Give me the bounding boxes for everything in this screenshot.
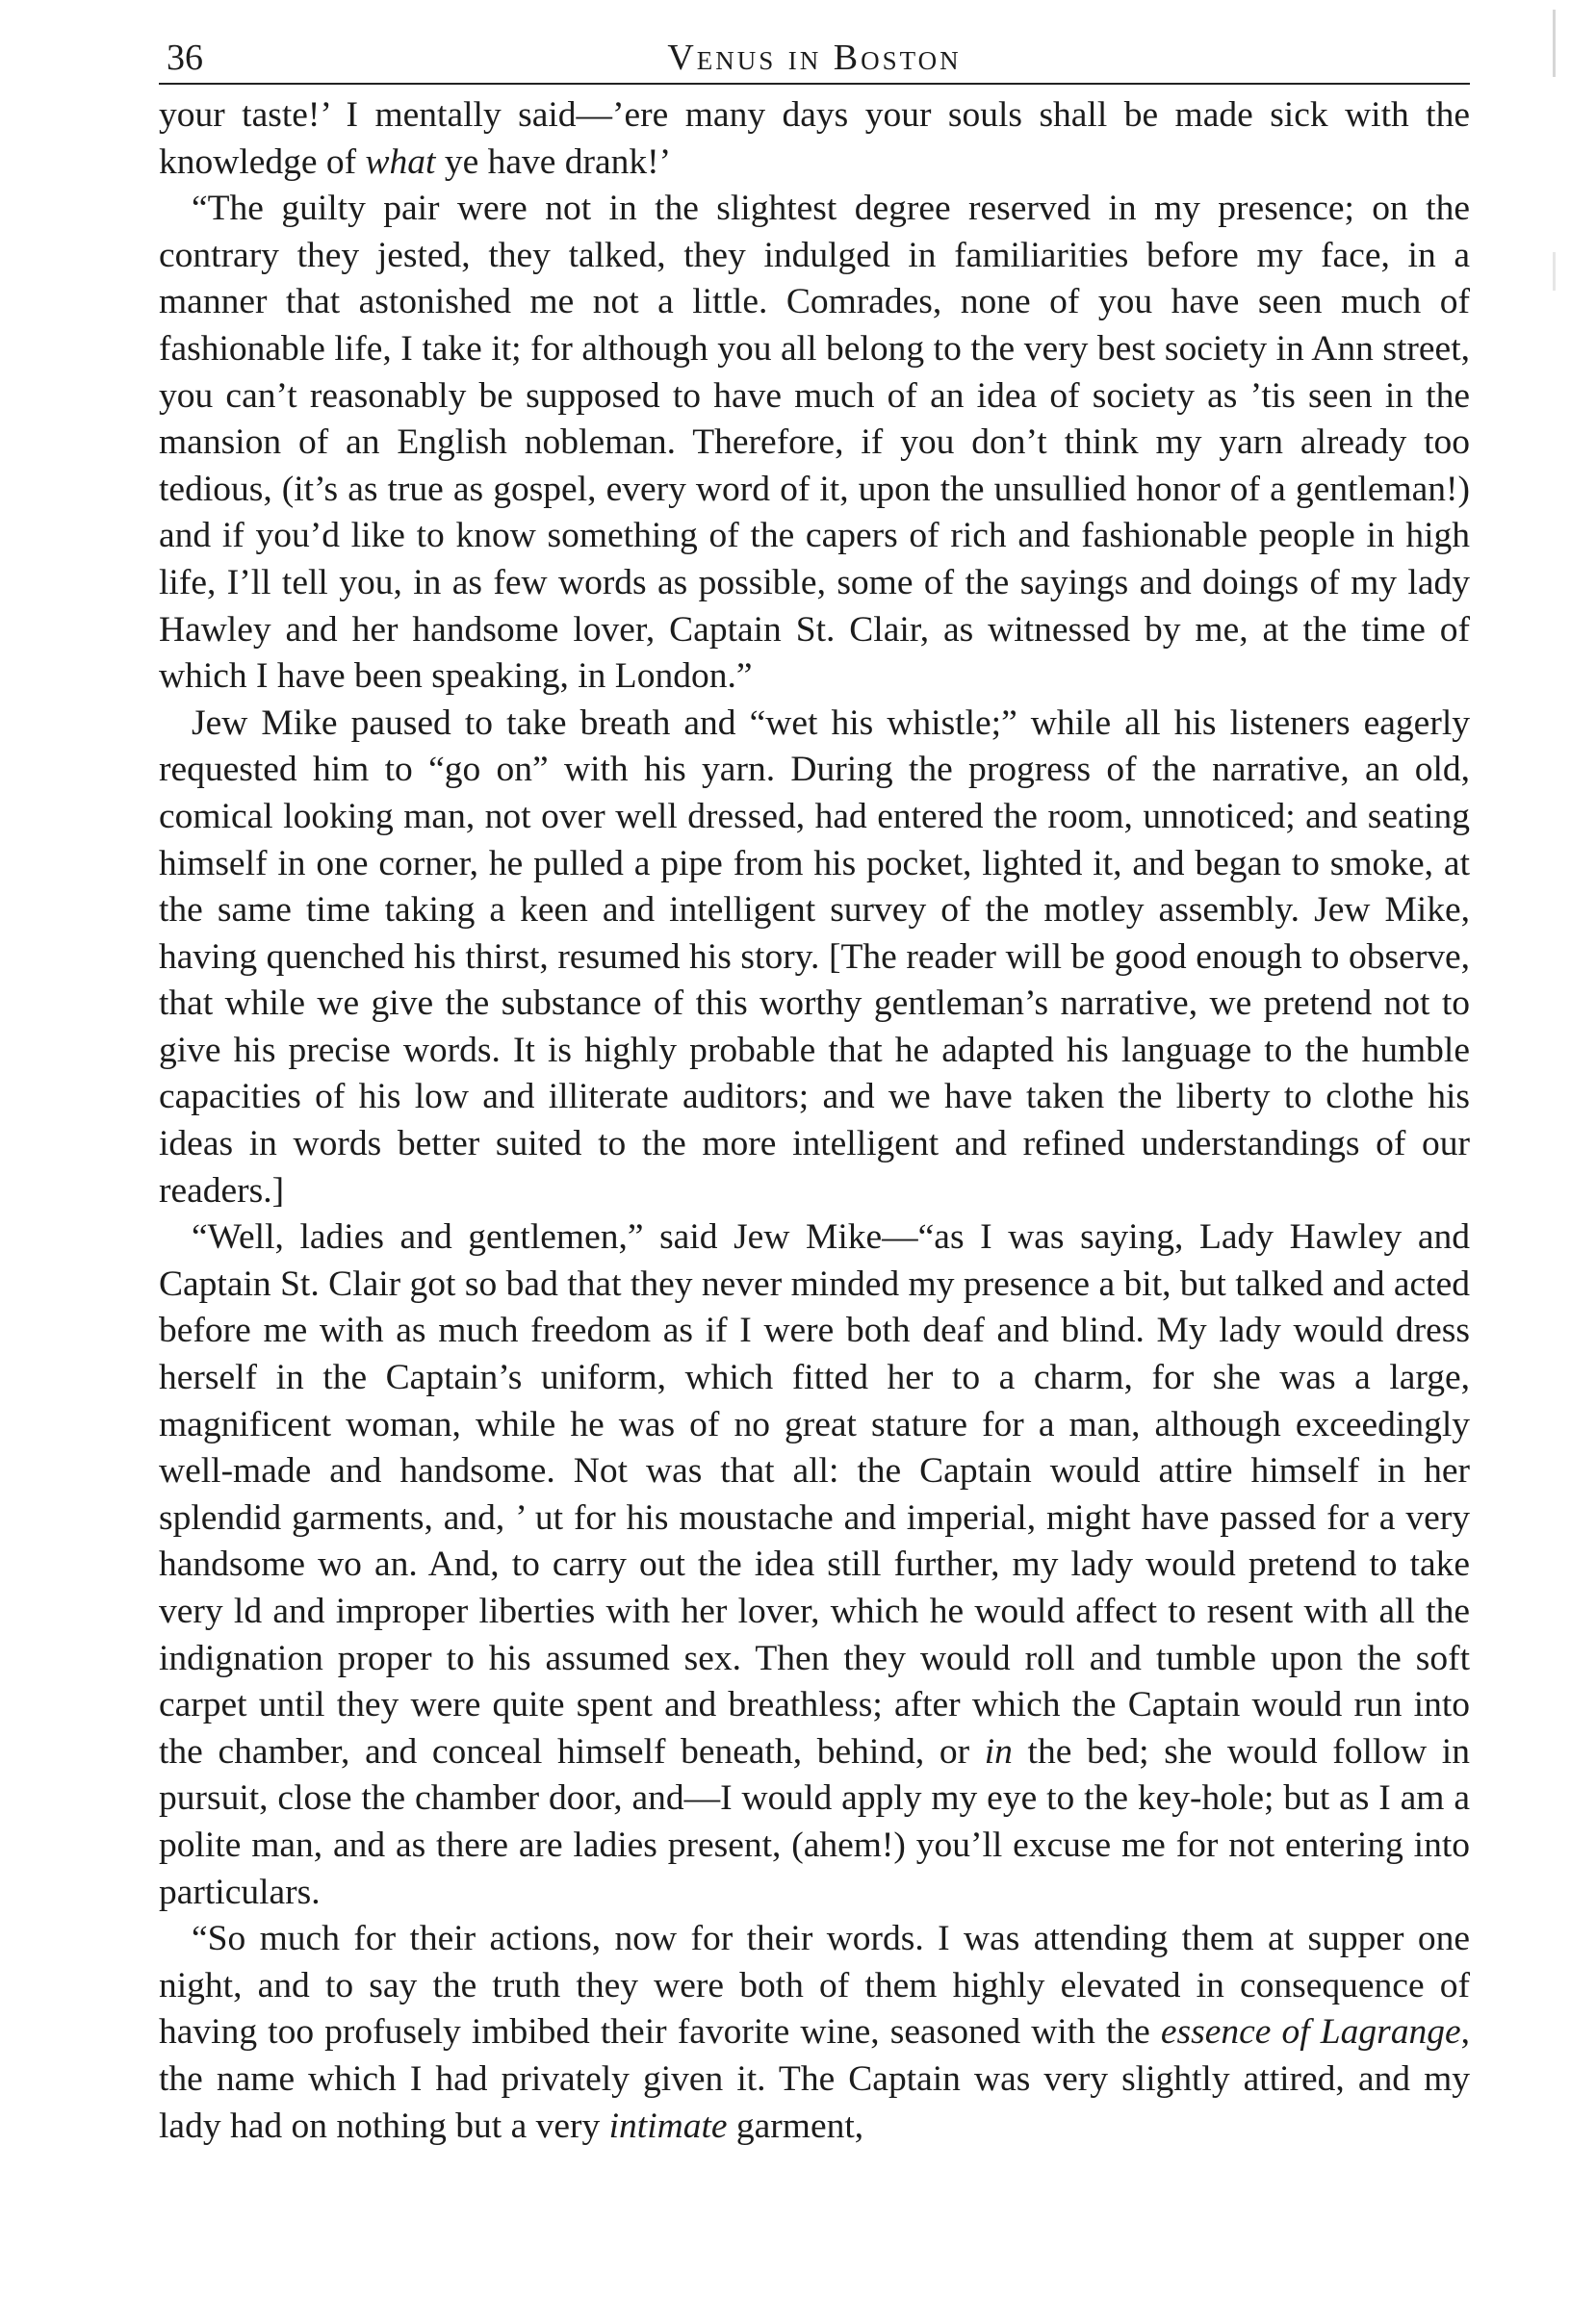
text-segment: ye have drank!’ (435, 141, 672, 182)
emphasis: in (984, 1731, 1013, 1772)
body-text (159, 92, 1470, 2150)
page-number: 36 (167, 38, 203, 78)
text-segment: , the name which I had privately given it. The Captain was very slightly attired, and my lady had on nothing but a very (159, 2012, 1470, 2146)
paragraph-1 (159, 92, 1470, 186)
book-title: Venus in Boston (667, 38, 962, 78)
paragraph-3 (159, 701, 1470, 1215)
paragraph-4 (159, 1214, 1470, 1916)
text-segment: “Well, ladies and gentlemen,” said Jew Mike—“as I was saying, Lady Hawley and Captain St. Clair got so bad that they never minded my presence a bit, but talked and acted before me with as much freedom as if I were both deaf and blind. My lady would dress herself in the Captain’s uniform, which fitted her to a charm, for she was a large, magnificent woman, while he was of no great stature for a man, although exceedingly well-made and handsome. Not was that all: the Captain would attire himself in her splendid garments, and, ’ ut for his moustache and imperial, might have passed for a very handsome wo an. And, to carry out the idea still further, my lady would pretend to take very ld and improper liberties with her lover, which he would affect to resent with all the indignation proper to his assumed sex. Then they would roll and tumble upon the soft carpet until they were quite spent and breathless; after which the Captain would run into the chamber, and conceal himself beneath, behind, or (159, 1217, 1470, 1772)
paragraph-2 (159, 186, 1470, 701)
running-head (159, 37, 1470, 85)
text-segment: your taste!’ I mentally said—’ere many days your souls shall be made sick with the knowledge of (159, 95, 1470, 182)
text-segment: the bed; she would follow in pursuit, close the chamber door, and—I would apply my eye to the key-hole; but as I am a polite man, and as there are ladies present, (ahem!) you’ll excuse me for not entering into particulars. (159, 1731, 1470, 1912)
scan-edge-mark (1553, 252, 1556, 291)
emphasis: what (365, 141, 436, 182)
emphasis: essence of Lagrange (1160, 2012, 1461, 2053)
text-segment: “The guilty pair were not in the slightest degree reserved in my presence; on the contrary they jested, they talked, they indulged in familiarities before my face, in a manner that astonished me not a little. Comrades, none of you have seen much of fashionable life, I take it; for although you all belong to the very best society in Ann street, you can’t reasonably be supposed to have much of an idea of society as ’tis seen in the mansion of an English nobleman. Therefore, if you don’t think my yarn already too tedious, (it’s as true as gospel, every word of it, upon the unsullied honor of a gentleman!) and if you’d like to know something of the capers of rich and fashionable people in high life, I’ll tell you, in as few words as possible, some of the sayings and doings of my lady Hawley and her handsome lover, Captain St. Clair, as witnessed by me, at the time of which I have been speaking, in London.” (159, 189, 1470, 697)
emphasis: intimate (608, 2106, 728, 2146)
text-segment: Jew Mike paused to take breath and “wet his whistle;” while all his listeners eagerly requested him to “go on” with his yarn. During the progress of the narrative, an old, comical looking man, not over well dressed, had entered the room, unnoticed; and seating himself in one corner, he pulled a pipe from his pocket, lighted it, and began to smoke, at the same time taking a keen and intelligent survey of the motley assembly. Jew Mike, having quenched his thirst, resumed his story. [The reader will be good enough to observe, that while we give the substance of this worthy gentleman’s narrative, we pretend not to give his precise words. It is highly probable that he adapted his language to the humble capacities of his low and illiterate auditors; and we have taken the liberty to clothe his ideas in words better suited to the more intelligent and refined understandings of our readers.] (159, 702, 1470, 1211)
scan-edge-mark (1553, 10, 1556, 77)
text-segment: “So much for their actions, now for their words. I was attending them at supper one night, and to say the truth they were both of them highly elevated in consequence of having too profusely imbibed their favorite wine, seasoned with the (159, 1919, 1470, 2053)
book-page (159, 37, 1470, 2150)
paragraph-5 (159, 1916, 1470, 2150)
text-segment: garment, (727, 2106, 864, 2146)
